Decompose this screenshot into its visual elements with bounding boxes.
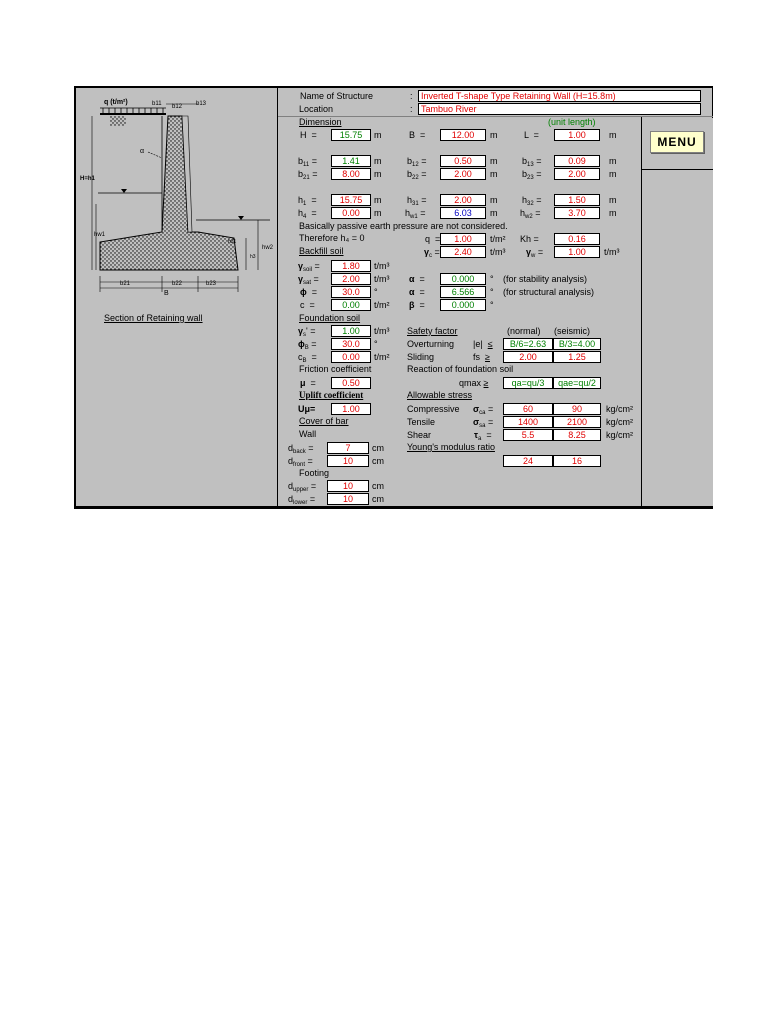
d-upper-input[interactable]: 10: [327, 480, 369, 492]
hw2-input[interactable]: 3.70: [554, 207, 600, 219]
therefore-note: Therefore h₄ = 0: [299, 233, 365, 243]
qa-cell[interactable]: qa=qu/3: [503, 377, 553, 389]
overturning-normal[interactable]: B/6=2.63: [503, 338, 553, 350]
stability-note: (for stability analysis): [503, 274, 588, 284]
alpha-diagram-label: α: [140, 148, 145, 155]
backfill-title: Backfill soil: [299, 246, 344, 256]
dimension-title: Dimension: [299, 117, 342, 127]
gamma-w-input[interactable]: 1.00: [554, 246, 600, 258]
seismic-header: (seismic): [554, 326, 590, 336]
b-diagram-label: B: [164, 290, 169, 297]
tensile-normal[interactable]: 1400: [503, 416, 553, 428]
b21-input[interactable]: 8.00: [331, 168, 371, 180]
hw2-diagram-label: hw2: [262, 245, 274, 251]
young-normal[interactable]: 24: [503, 455, 553, 467]
b11-diagram-label: b11: [152, 101, 162, 107]
diagram-caption: Section of Retaining wall: [104, 313, 203, 323]
right-edge: [712, 88, 713, 118]
sliding-seismic[interactable]: 1.25: [553, 351, 601, 363]
gamma-s-input[interactable]: 1.00: [331, 325, 371, 337]
right-divider: [641, 116, 642, 506]
b23-diagram-label: b23: [206, 281, 217, 287]
colon: :: [410, 104, 413, 114]
h-input[interactable]: 15.75: [331, 129, 371, 141]
wall-label: Wall: [299, 429, 317, 439]
b11-input[interactable]: 1.41: [331, 155, 371, 167]
compressive-label: Compressive: [407, 404, 460, 414]
gamma-sat-input[interactable]: 2.00: [331, 273, 371, 285]
h31-input[interactable]: 2.00: [440, 194, 486, 206]
unit-length-label: (unit length): [548, 117, 596, 127]
mu-input[interactable]: 0.50: [331, 377, 371, 389]
u-mu-input[interactable]: 1.00: [331, 403, 371, 415]
gamma-c-input[interactable]: 2.40: [440, 246, 486, 258]
sliding-label: Sliding: [407, 352, 435, 362]
uplift-title: Uplift coefficient: [299, 390, 364, 400]
shear-normal[interactable]: 5.5: [503, 429, 553, 441]
reaction-title: Reaction of foundation soil: [407, 364, 514, 374]
cover-title: Cover of bar: [299, 416, 349, 426]
normal-header: (normal): [507, 326, 541, 336]
q-label: q (t/m²): [104, 99, 128, 106]
menu-button[interactable]: MENU: [650, 131, 704, 153]
h4-input[interactable]: 0.00: [331, 207, 371, 219]
location-cell[interactable]: Tambuo River: [418, 103, 701, 115]
c-b-input[interactable]: 0.00: [331, 351, 371, 363]
hw1-input[interactable]: 6.03: [440, 207, 486, 219]
h31-diagram-label: h31: [228, 239, 237, 245]
young-title: Young's modulus ratio: [407, 442, 495, 452]
young-seismic[interactable]: 16: [553, 455, 601, 467]
name-of-structure-label: Name of Structure: [300, 91, 374, 101]
location-label: Location: [299, 104, 334, 114]
c-input[interactable]: 0.00: [331, 299, 371, 311]
footing-label: Footing: [299, 468, 330, 478]
d-back-input[interactable]: 7: [327, 442, 369, 454]
b22-input[interactable]: 2.00: [440, 168, 486, 180]
compressive-normal[interactable]: 60: [503, 403, 553, 415]
b21-diagram-label: b21: [120, 281, 131, 287]
tensile-label: Tensile: [407, 417, 436, 427]
safety-title: Safety factor: [407, 326, 458, 336]
l-input[interactable]: 1.00: [554, 129, 600, 141]
b12-diagram-label: b12: [172, 104, 183, 110]
phi-input[interactable]: 30.0: [331, 286, 371, 298]
friction-title: Friction coefficient: [299, 364, 372, 374]
phi-b-input[interactable]: 30.0: [331, 338, 371, 350]
d-front-input[interactable]: 10: [327, 455, 369, 467]
h32-input[interactable]: 1.50: [554, 194, 600, 206]
b12-input[interactable]: 0.50: [440, 155, 486, 167]
overturning-label: Overturning: [407, 339, 455, 349]
structure-name-cell[interactable]: Inverted T-shape Type Retaining Wall (H=15.8m): [418, 90, 701, 102]
retaining-wall-diagram: [78, 92, 274, 302]
b-input[interactable]: 12.00: [440, 129, 486, 141]
alpha-structural-input[interactable]: 6.566: [440, 286, 486, 298]
stress-title: Allowable stress: [407, 390, 473, 400]
menu-row-line: [641, 169, 713, 170]
b13-input[interactable]: 0.09: [554, 155, 600, 167]
b13-diagram-label: b13: [196, 101, 207, 107]
header-row-line: [278, 116, 713, 117]
qae-cell[interactable]: qae=qu/2: [553, 377, 601, 389]
hw1-diagram-label: hw1: [94, 232, 106, 238]
h1-input[interactable]: 15.75: [331, 194, 371, 206]
d-lower-input[interactable]: 10: [327, 493, 369, 505]
sliding-normal[interactable]: 2.00: [503, 351, 553, 363]
passive-note: Basically passive earth pressure are not considered.: [299, 221, 508, 231]
alpha-stability-input[interactable]: 0.000: [440, 273, 486, 285]
tensile-seismic[interactable]: 2100: [553, 416, 601, 428]
compressive-seismic[interactable]: 90: [553, 403, 601, 415]
foundation-title: Foundation soil: [299, 313, 361, 323]
shear-label: Shear: [407, 430, 432, 440]
kh-input[interactable]: 0.16: [554, 233, 600, 245]
b22-diagram-label: b22: [172, 281, 183, 287]
left-divider: [277, 88, 278, 506]
gamma-soil-input[interactable]: 1.80: [331, 260, 371, 272]
b23-input[interactable]: 2.00: [554, 168, 600, 180]
colon: :: [410, 91, 413, 101]
shear-seismic[interactable]: 8.25: [553, 429, 601, 441]
overturning-seismic[interactable]: B/3=4.00: [553, 338, 601, 350]
h-diagram-label: H=h1: [80, 176, 95, 182]
beta-input[interactable]: 0.000: [440, 299, 486, 311]
q-input[interactable]: 1.00: [440, 233, 486, 245]
h3-diagram-label: h3: [250, 254, 256, 260]
structural-note: (for structural analysis): [503, 287, 595, 297]
